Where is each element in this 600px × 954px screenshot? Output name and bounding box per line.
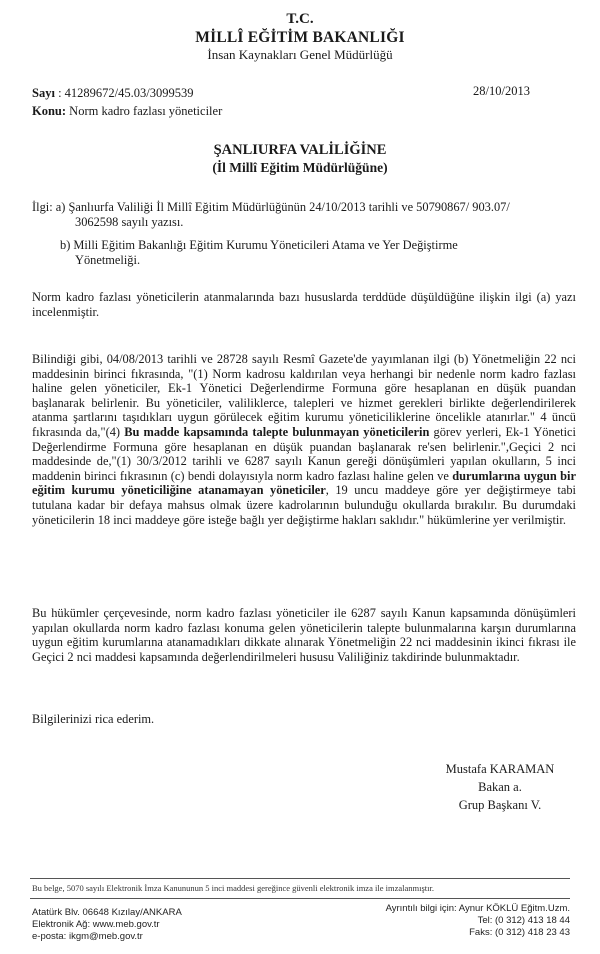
paragraph-2-part-d: , 19 uncu maddeye göre yer değiştirmeye tabi tutulana kadar bir defaya mahsus olmak üzere kadrolarının bulunduğu okullarda bırakılır. Bu durumdaki yöneticilerin 18 inci maddeye göre isteğe bağlı yer değiştirme hakları saklıdır." hükümlerine yer verilmiştir. xyxy=(32,483,576,527)
footer-fax: Faks: (0 312) 418 23 43 xyxy=(469,927,570,938)
footer-contact: Ayrıntılı bilgi için: Aynur KÖKLÜ Eğitm.Uzm. xyxy=(385,903,570,914)
paragraph-3: Bu hükümler çerçevesinde, norm kadro fazlası yöneticiler ile 6287 sayılı Kanun kapsamında dönüşümleri yapılan okullarda norm kadro fazlası konuma gelen yöneticilerin talepte bulunmalarına karşın durumlarına uygun eğitim kurumlarına atanamadıkları dikkate alınarak Yönetmeliğin 22 nci maddesinin ikinci fıkrası ile Geçici 2 nci maddesi kapsamında değerlendirilmeleri hususu Valiliğiniz takdirinde bulunmaktadır. xyxy=(32,606,576,664)
signer-title-1: Bakan a. xyxy=(478,780,522,794)
recipient-line2: (İl Millî Eğitim Müdürlüğüne) xyxy=(212,160,388,175)
footer-divider-top xyxy=(30,878,570,879)
subject xyxy=(32,104,222,119)
reference-b-line2: Yönetmeliği. xyxy=(75,253,141,267)
reference-number xyxy=(32,86,193,101)
footer-divider-bottom xyxy=(30,898,570,899)
e-signature-note: Bu belge, 5070 sayılı Elektronik İmza Kanununun 5 inci maddesi gereğince güvenli elektronik imza ile imzalanmıştır. xyxy=(32,883,434,893)
footer-email: e-posta: ikgm@meb.gov.tr xyxy=(32,931,143,942)
letterhead-department: İnsan Kaynakları Genel Müdürlüğü xyxy=(207,47,393,62)
konu-value: Norm kadro fazlası yöneticiler xyxy=(69,104,223,118)
footer-tel: Tel: (0 312) 413 18 44 xyxy=(477,915,570,926)
recipient-line1: ŞANLIURFA VALİLİĞİNE xyxy=(213,142,387,158)
paragraph-2-part-a: Bilindiği gibi, 04/08/2013 tarihli ve 28728 sayılı Resmî Gazete'de yayımlanan ilgi (b) Yönetmeliğin 22 nci maddesinin birinci fıkrasında, "(1) Norm kadrosu kaldırılan veya herhangi bir nedenle norm kadro fazlası haline gelen yöneticiler, Ek-1 Yönetici Değerlendirme Formuna göre hesaplanan en düşük puandan başlanarak belirlenir. Bu yöneticiler, valiliklerce, talepleri ve hizmet gerekleri birlikte değerlendirilerek atanma şartlarını taşıdıkları uygun görülecek eğitim kurumu yöneticiliklerine öncelikle atanırlar." 4 üncü fıkrasında da,"(4) xyxy=(32,352,576,439)
signer-title-2: Grup Başkanı V. xyxy=(458,798,542,812)
signer-name: Mustafa KARAMAN xyxy=(445,762,555,776)
reference-a-line1: İlgi: a) Şanlıurfa Valiliği İl Millî Eğitim Müdürlüğünün 24/10/2013 tarihli ve 50790867/ 903.07/ xyxy=(32,200,510,214)
paragraph-2-part-c: görev yerleri, Ek-1 Yönetici Değerlendirme Formuna göre hesaplanan en düşük puandan başlanarak re'sen belirlenir.",Geçici 2 nci maddesinde de,"(1) 30/3/2012 tarihli ve 6287 sayılı Kanun gereği dönüşümleri yapılan okulların, 5 inci maddenin birinci fıkrasının (c) bendi dolayısıyla norm kadro fazlası haline gelen ve xyxy=(32,424,576,483)
document-date: 28/10/2013 xyxy=(473,84,530,98)
paragraph-1: Norm kadro fazlası yöneticilerin atanmalarında bazı hususlarda terddüde düşüldüğüne ilişkin ilgi (a) yazı incelenmiştir. xyxy=(32,290,576,319)
footer-address-block xyxy=(32,907,182,943)
letterhead-ministry: MİLLÎ EĞİTİM BAKANLIĞI xyxy=(195,29,405,46)
signature-block xyxy=(425,760,575,814)
letterhead-tc: T.C. xyxy=(286,11,314,27)
paragraph-2 xyxy=(32,352,576,527)
letterhead xyxy=(0,10,600,63)
reference-a-line2: 3062598 sayılı yazısı. xyxy=(75,215,184,229)
paragraph-2-bold-1: Bu madde kapsamında talepte bulunmayan yöneticilerin xyxy=(124,424,430,439)
konu-label: Konu: xyxy=(32,104,67,118)
footer-address: Atatürk Blv. 06648 Kızılay/ANKARA xyxy=(32,907,182,918)
sayi-label: Sayı xyxy=(32,86,55,100)
footer-web: Elektronik Ağ: www.meb.gov.tr xyxy=(32,919,160,930)
paragraph-2-bold-2: durumlarına uygun bir eğitim kurumu yöneticiliğine atanamayan yöneticiler xyxy=(32,468,576,498)
references xyxy=(32,200,580,268)
reference-b-line1: b) Milli Eğitim Bakanlığı Eğitim Kurumu Yöneticileri Atama ve Yer Değiştirme xyxy=(60,238,458,252)
footer-contact-block xyxy=(386,903,570,939)
recipient xyxy=(0,141,600,177)
sayi-value: : 41289672/45.03/3099539 xyxy=(58,86,194,100)
paragraph-4: Bilgilerinizi rica ederim. xyxy=(32,712,155,726)
